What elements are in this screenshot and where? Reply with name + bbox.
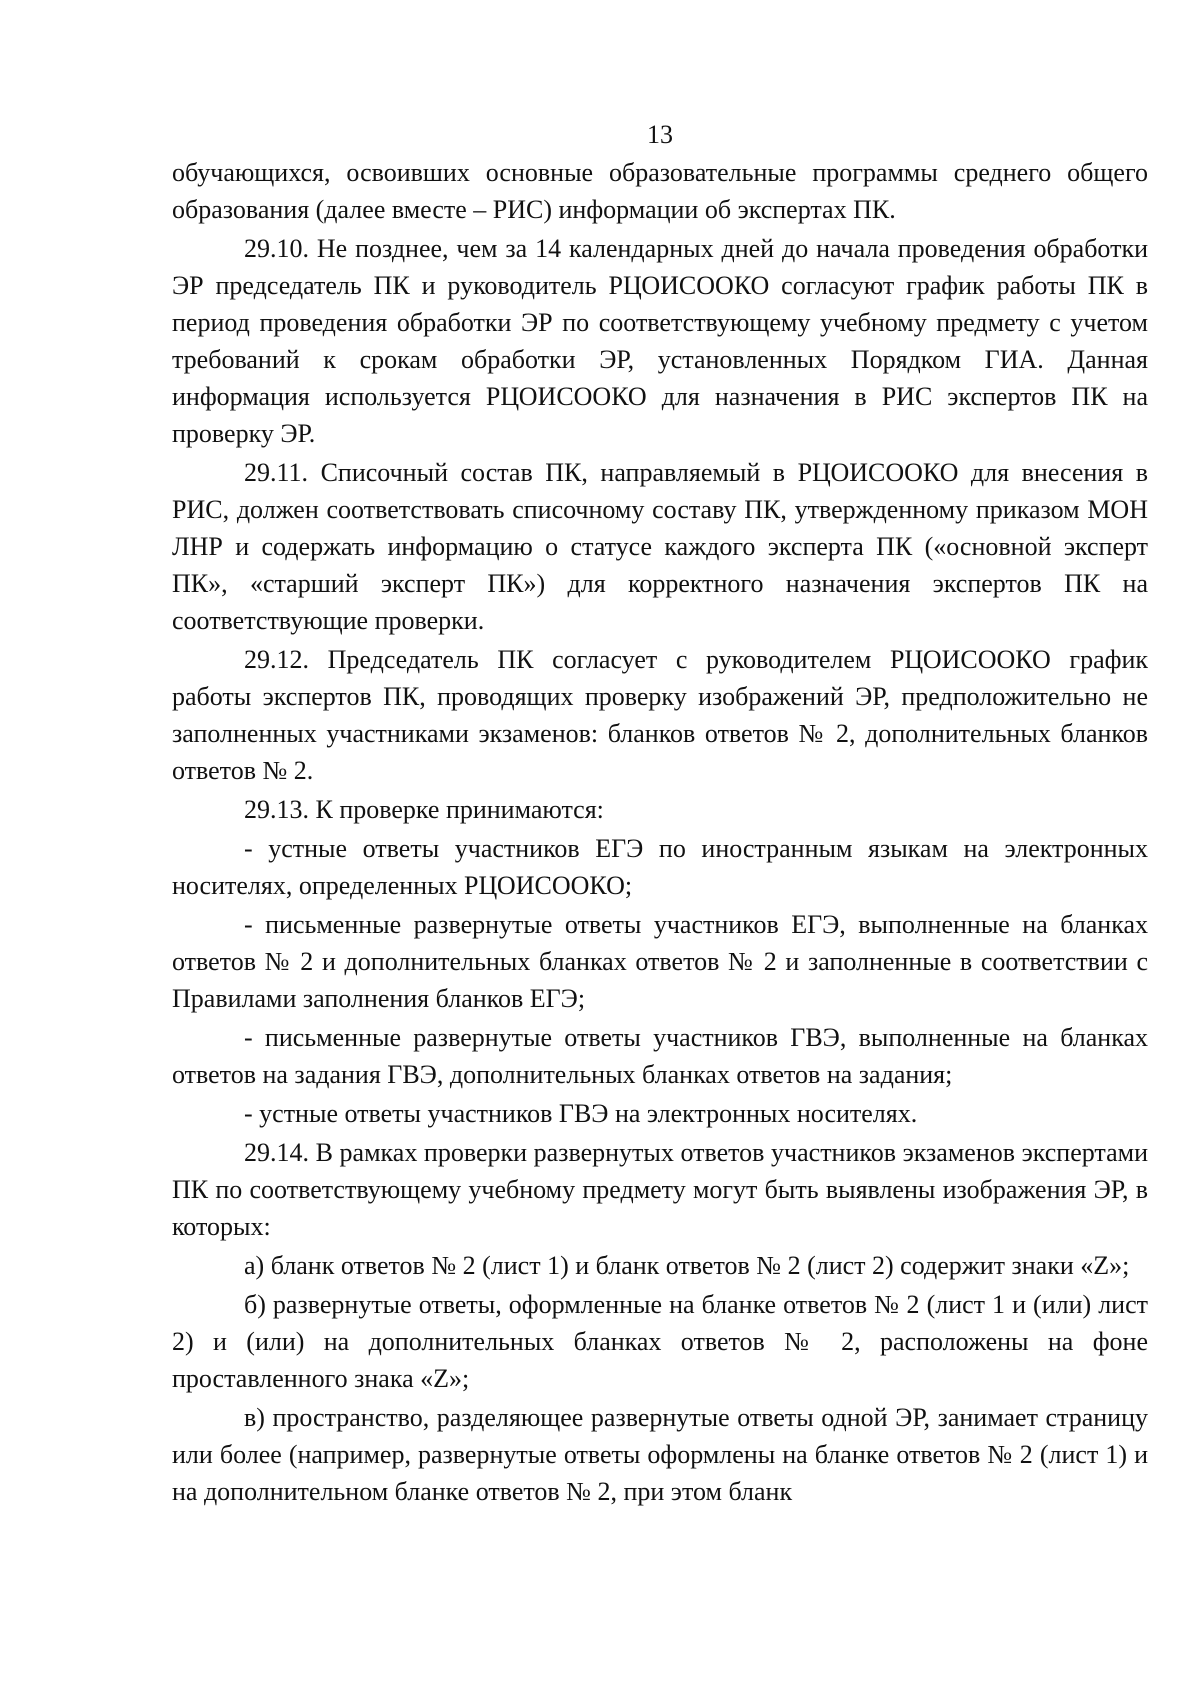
paragraph-29-12: 29.12. Председатель ПК согласует с руководителем РЦОИСООКО график работы экспертов ПК, проводящих проверку изображений ЭР, предположительно не заполненных участниками экзаменов: бланков ответов № 2, дополнительных бланков ответов № 2. [172, 645, 1148, 785]
list-item-b: б) развернутые ответы, оформленные на бланке ответов № 2 (лист 1 и (или) лист 2) и (или) на дополнительных бланках ответов № 2, расположены на фоне проставленного знака «Z»; [172, 1290, 1148, 1393]
list-item-written-gve: - письменные развернутые ответы участников ГВЭ, выполненные на бланках ответов на задания ГВЭ, дополнительных бланках ответов на задания; [172, 1023, 1148, 1089]
page-number: 13 [647, 120, 673, 149]
list-item-oral-ege: - устные ответы участников ЕГЭ по иностранным языкам на электронных носителях, определенных РЦОИСООКО; [172, 834, 1148, 900]
paragraph-continuation: обучающихся, освоивших основные образовательные программы среднего общего образования (далее вместе – РИС) информации об экспертах ПК. [172, 158, 1148, 224]
paragraph-29-14: 29.14. В рамках проверки развернутых ответов участников экзаменов экспертами ПК по соответствующему учебному предмету могут быть выявлены изображения ЭР, в которых: [172, 1138, 1148, 1241]
paragraph-29-13: 29.13. К проверке принимаются: [244, 795, 604, 824]
list-item-a: а) бланк ответов № 2 (лист 1) и бланк ответов № 2 (лист 2) содержит знаки «Z»; [244, 1251, 1130, 1280]
document-page [172, 118, 1148, 1512]
list-item-oral-gve: - устные ответы участников ГВЭ на электронных носителях. [244, 1099, 918, 1128]
list-item-written-ege: - письменные развернутые ответы участников ЕГЭ, выполненные на бланках ответов № 2 и дополнительных бланках ответов № 2 и заполненные в соответствии с Правилами заполнения бланков ЕГЭ; [172, 910, 1148, 1013]
list-item-v: в) пространство, разделяющее развернутые ответы одной ЭР, занимает страницу или более (например, развернутые ответы оформлены на бланке ответов № 2 (лист 1) и на дополнительном бланке ответов № 2, при этом бланк [172, 1403, 1148, 1506]
paragraph-29-10: 29.10. Не позднее, чем за 14 календарных дней до начала проведения обработки ЭР председатель ПК и руководитель РЦОИСООКО согласуют график работы ПК в период проведения обработки ЭР по соответствующему учебному предмету с учетом требований к срокам обработки ЭР, установленных Порядком ГИА. Данная информация используется РЦОИСООКО для назначения в РИС экспертов ПК на проверку ЭР. [172, 234, 1148, 448]
paragraph-29-11: 29.11. Списочный состав ПК, направляемый в РЦОИСООКО для внесения в РИС, должен соответствовать списочному составу ПК, утвержденному приказом МОН ЛНР и содержать информацию о статусе каждого эксперта ПК («основной эксперт ПК», «старший эксперт ПК») для корректного назначения экспертов ПК на соответствующие проверки. [172, 458, 1148, 635]
